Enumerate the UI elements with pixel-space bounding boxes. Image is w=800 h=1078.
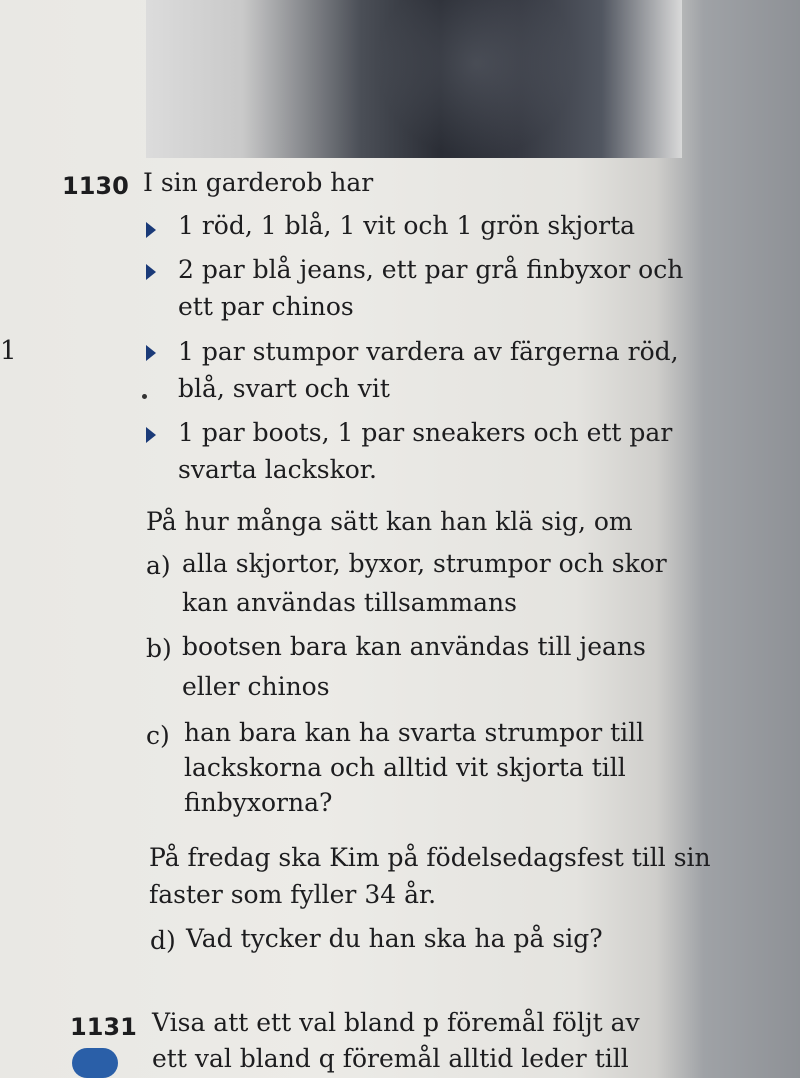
question-text: På hur många sätt kan han klä sig, om	[146, 507, 633, 536]
part-c-line: han bara kan ha svarta strumpor till	[184, 718, 645, 747]
part-b-line: eller chinos	[182, 672, 330, 701]
speck	[142, 394, 147, 399]
problem-number-1130: 1130	[62, 172, 129, 200]
list-item: 2 par blå jeans, ett par grå finbyxor och	[178, 255, 684, 284]
part-c-line: lackskorna och alltid vit skjorta till	[184, 753, 626, 782]
margin-fragment: 1	[0, 336, 17, 366]
bullet-icon	[146, 345, 156, 361]
problem-number-1131: 1131	[70, 1013, 137, 1041]
list-item: 1 par boots, 1 par sneakers och ett par	[178, 418, 673, 447]
photo	[146, 0, 682, 158]
list-item: 1 par stumpor vardera av färgerna röd,	[178, 337, 679, 366]
problem-1131-line: ett val bland q föremål alltid leder till	[152, 1044, 629, 1073]
bullet-icon	[146, 222, 156, 238]
problem-intro: I sin garderob har	[143, 168, 374, 197]
part-a-line: kan användas tillsammans	[182, 588, 517, 617]
difficulty-badge-icon	[72, 1048, 118, 1078]
problem-1131-line: Visa att ett val bland p föremål följt av	[152, 1008, 640, 1037]
part-label-a: a)	[146, 551, 171, 580]
list-item-continuation: svarta lackskor.	[178, 455, 377, 484]
list-item-continuation: ett par chinos	[178, 292, 354, 321]
part-label-c: c)	[146, 721, 170, 750]
part-b-line: bootsen bara kan användas till jeans	[182, 632, 646, 661]
bullet-icon	[146, 264, 156, 280]
extra-text: faster som fyller 34 år.	[149, 880, 437, 909]
part-a-line: alla skjortor, byxor, strumpor och skor	[182, 549, 667, 578]
part-d-text: Vad tycker du han ska ha på sig?	[186, 924, 603, 953]
bullet-icon	[146, 427, 156, 443]
part-c-line: finbyxorna?	[184, 788, 333, 817]
part-label-b: b)	[146, 634, 172, 663]
list-item-continuation: blå, svart och vit	[178, 374, 390, 403]
part-label-d: d)	[150, 926, 176, 955]
extra-text: På fredag ska Kim på födelsedagsfest till sin	[149, 843, 711, 872]
list-item: 1 röd, 1 blå, 1 vit och 1 grön skjorta	[178, 211, 636, 240]
